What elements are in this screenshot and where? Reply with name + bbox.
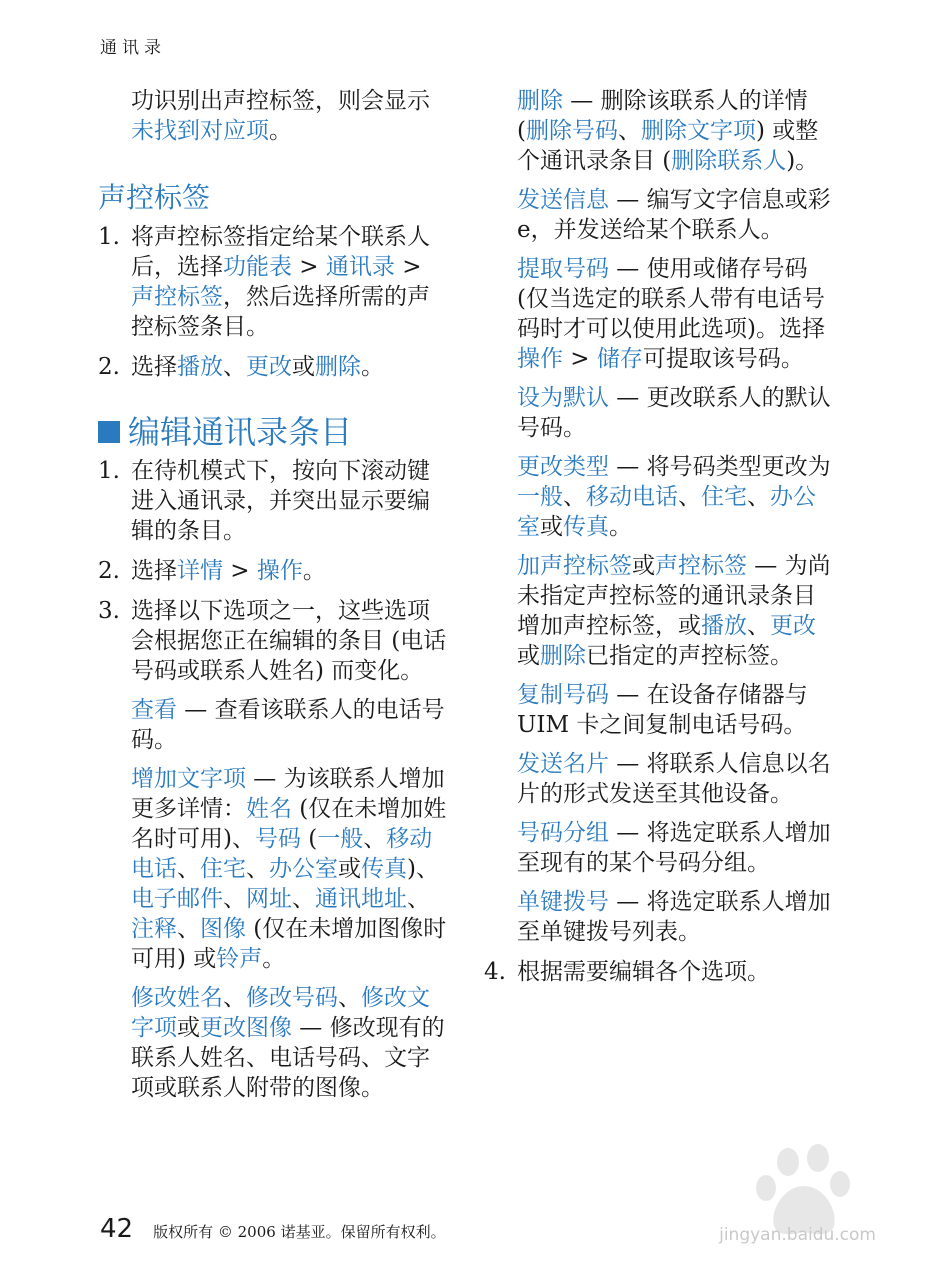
menu-term: 操作: [256, 558, 303, 584]
voice-step-2: [98, 352, 448, 382]
step-number: 2.: [98, 354, 120, 380]
menu-term: 更改类型: [517, 454, 609, 480]
option-send-message: [484, 185, 834, 245]
option-add-text: [98, 764, 448, 974]
text-run: >: [223, 558, 257, 584]
menu-term: 删除: [517, 88, 563, 114]
text-run: — 在设备存储器与 UIM 卡之间复制电话号码。: [517, 682, 808, 738]
step-text: [131, 556, 448, 586]
text-run: >: [563, 346, 597, 372]
text-run: 示: [407, 88, 430, 114]
menu-term: 图像: [200, 916, 246, 942]
step-number: 3.: [98, 598, 120, 624]
option-extract-number: [484, 254, 834, 374]
menu-term: 加声控标签: [517, 553, 632, 579]
page-footer: [100, 1214, 446, 1244]
step-number: 2.: [98, 558, 120, 584]
step-number: 4.: [484, 959, 506, 985]
heading-text: 编辑通讯录条目: [128, 413, 353, 451]
text-run: 或: [540, 514, 563, 540]
text-run: 选择: [131, 558, 177, 584]
step-text: [131, 596, 448, 686]
menu-term: 传真: [563, 514, 609, 540]
text-run: 将声控标签指定给某个联系人后，选择: [131, 224, 430, 280]
text-run: (仅在未增加图像时可用) 或: [131, 916, 447, 972]
text-run: — 删除该联系人的详情 (: [517, 88, 808, 144]
text-run: ) 或整个通讯录条目 (: [517, 118, 819, 174]
text-run: )。: [786, 148, 819, 174]
menu-term: 删除: [315, 354, 361, 380]
menu-term: 声控标签: [655, 553, 747, 579]
step-text: [131, 222, 448, 342]
text-run: 。: [262, 946, 286, 972]
text-run: 选择以下选项之一，这些选项会根据您正在编辑的条目 (电话号码或联系人姓名) 而变化。: [131, 598, 447, 684]
menu-term: 复制号码: [517, 682, 609, 708]
text-run: 选择: [131, 354, 177, 380]
menu-term: 设为默认: [517, 385, 609, 411]
text-run: >: [292, 254, 326, 280]
text-run: — 将联系人信息以名片的形式发送至其他设备。: [517, 751, 831, 807]
text-run: — 为该联系人增加更多详情：: [131, 766, 445, 822]
menu-term: 更改: [246, 354, 292, 380]
voice-step-1: [98, 222, 448, 342]
text-run: )、: [407, 856, 439, 882]
page-number: 42: [100, 1214, 134, 1244]
menu-term: 住宅: [701, 484, 747, 510]
option-copy-number: [484, 680, 834, 740]
menu-term: 移动电话: [131, 826, 433, 882]
text-run: 。: [302, 558, 326, 584]
text-run: >: [394, 254, 422, 280]
continued-paragraph: [98, 86, 448, 146]
menu-term: 删除: [540, 643, 586, 669]
edit-step-1: [98, 456, 448, 546]
option-voice-tag: [484, 551, 834, 671]
menu-term: 删除文字项: [640, 118, 756, 144]
text-run: — 使用或储存号码 (仅当选定的联系人带有电话号码时才可以使用此选项)。选择: [517, 256, 825, 342]
text-run: — 查看该联系人的电话号码。: [131, 697, 445, 753]
text-run: 在待机模式下，按向下滚动键进入通讯录，并突出显示要编辑的条目。: [131, 458, 430, 544]
text-run: — 更改联系人的默认号码。: [517, 385, 831, 441]
text-run: 或: [517, 643, 540, 669]
edit-step-4: [484, 957, 834, 987]
text-run: 、: [563, 484, 586, 510]
menu-term: 提取号码: [517, 256, 609, 282]
text-run: 已指定的声控标签。: [586, 643, 793, 669]
menu-term: 单键拨号: [517, 889, 609, 915]
step-text: [517, 957, 834, 987]
text-run: 或: [632, 553, 655, 579]
edit-step-2: [98, 556, 448, 586]
option-set-default: [484, 383, 834, 443]
text-run: 、: [223, 354, 246, 380]
text-run: 可提取该号码。: [642, 346, 804, 372]
menu-term: 查看: [131, 697, 177, 723]
menu-term: 铃声: [216, 946, 263, 972]
text-run: 、: [292, 886, 315, 912]
menu-term: 操作: [517, 346, 563, 372]
left-column: [98, 86, 448, 1103]
text-run: 、: [363, 826, 387, 852]
text-run: 根据需要编辑各个选项。: [517, 959, 770, 985]
text-run: 、: [177, 856, 200, 882]
edit-step-3: [98, 596, 448, 686]
menu-term: 办公室: [517, 484, 816, 540]
text-run: 、: [223, 886, 246, 912]
text-run: — 修改现有的联系人姓名、电话号码、文字项或联系人附带的图像。: [131, 1015, 445, 1101]
menu-term: 未找到对应项: [131, 118, 269, 144]
text-run: 、: [177, 916, 200, 942]
step-text: [131, 456, 448, 546]
text-run: 、: [223, 985, 246, 1011]
menu-term: 注释: [131, 916, 177, 942]
menu-term: 住宅: [200, 856, 246, 882]
watermark-url: jingyan.baidu.com: [719, 1225, 876, 1245]
menu-term: 增加文字项: [131, 766, 246, 792]
menu-term: 发送名片: [517, 751, 609, 777]
step-number: 1.: [98, 458, 120, 484]
text-run: — 将选定联系人增加至现有的某个号码分组。: [517, 820, 831, 876]
menu-term: 通讯录: [325, 254, 395, 280]
text-run: 或: [177, 1015, 200, 1041]
square-bullet-icon: [98, 421, 120, 443]
menu-term: 发送信息: [517, 187, 609, 213]
option-view: [98, 695, 448, 755]
menu-term: 办公室: [269, 856, 338, 882]
menu-term: 一般: [517, 484, 563, 510]
step-number: 1.: [98, 224, 120, 250]
text-run: 、: [747, 484, 770, 510]
text-run: 、: [747, 613, 770, 639]
menu-term: 功能表: [223, 254, 292, 280]
text-run: — 编写文字信息或彩 e，并发送给某个联系人。: [517, 187, 831, 243]
menu-term: 一般: [317, 826, 364, 852]
option-change-type: [484, 452, 834, 542]
menu-term: 修改姓名: [131, 985, 223, 1011]
text-run: 。: [361, 354, 384, 380]
menu-term: 号码分组: [517, 820, 609, 846]
menu-term: 电子邮件: [131, 886, 223, 912]
menu-term: 播放: [701, 613, 747, 639]
text-run: 或: [292, 354, 315, 380]
running-header: 通讯录: [100, 38, 166, 58]
text-run: — 将号码类型更改为: [609, 454, 831, 480]
menu-term: 删除号码: [525, 118, 618, 144]
option-number-group: [484, 818, 834, 878]
right-column: [484, 86, 834, 987]
text-run: ，然后选择所需的声控标签条目。: [131, 284, 430, 340]
menu-term: 姓名: [246, 796, 292, 822]
menu-term: 通讯地址: [315, 886, 407, 912]
text-run: (: [300, 826, 318, 852]
text-run: 。: [269, 118, 292, 144]
menu-term: 网址: [246, 886, 292, 912]
heading-edit-entries: [98, 412, 448, 452]
option-delete: [484, 86, 834, 176]
menu-term: 移动电话: [586, 484, 678, 510]
text-run: 、: [678, 484, 701, 510]
heading-voice-tags: 声控标签: [98, 181, 211, 214]
text-run: — 将选定联系人增加至单键拨号列表。: [517, 889, 831, 945]
text-run: 、: [246, 856, 269, 882]
menu-term: 播放: [177, 354, 223, 380]
text-run: 、: [407, 886, 430, 912]
text-run: 或: [338, 856, 361, 882]
menu-term: 修改号码: [246, 985, 338, 1011]
menu-term: 储存: [596, 346, 643, 372]
step-text: [131, 352, 448, 382]
text-run: (仅在未增加姓名时可用)、: [131, 796, 447, 852]
menu-term: 删除联系人: [671, 148, 787, 174]
menu-term: 号码: [254, 826, 301, 852]
text-run: 功识别出声控标签，则会显: [131, 88, 407, 114]
copyright-text: 版权所有 © 2006 诺基亚。保留所有权利。: [153, 1223, 446, 1241]
text-run: — 为尚未指定声控标签的通讯录条目增加声控标签，或: [517, 553, 831, 639]
menu-term: 更改: [770, 613, 816, 639]
text-run: 、: [617, 118, 641, 144]
text-run: 。: [609, 514, 632, 540]
option-speed-dial: [484, 887, 834, 947]
option-send-card: [484, 749, 834, 809]
menu-term: 传真: [361, 856, 407, 882]
menu-term: 声控标签: [131, 284, 223, 310]
text-run: 、: [338, 985, 361, 1011]
menu-term: 更改图像: [200, 1015, 292, 1041]
option-modify: [98, 983, 448, 1103]
menu-term: 修改文字项: [131, 985, 430, 1041]
menu-term: 详情: [177, 558, 223, 584]
